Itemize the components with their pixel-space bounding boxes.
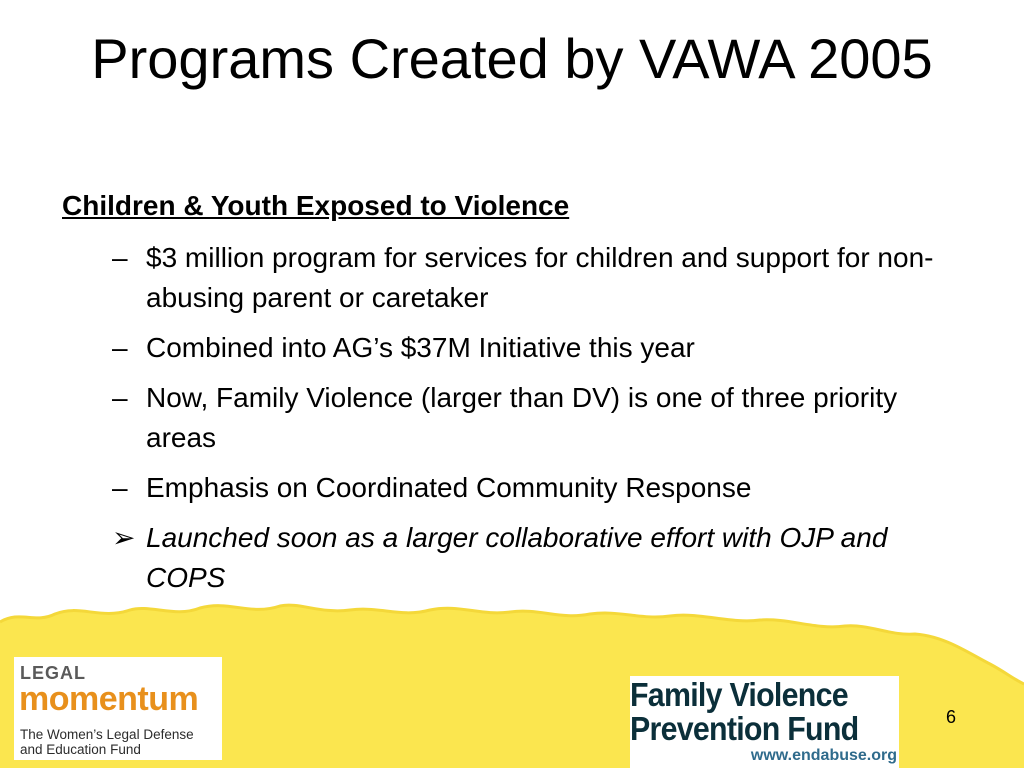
bullet-item xyxy=(112,468,972,508)
logo-fvpf-url: www.endabuse.org xyxy=(750,747,897,764)
logo-fvpf-line1: Family Violence xyxy=(630,676,848,713)
bullet-text: Launched soon as a larger collaborative effort with OJP and COPS xyxy=(146,522,888,593)
bullet-text: Now, Family Violence (larger than DV) is one of three priority areas xyxy=(146,382,898,453)
arrow-bullet-icon: ➢ xyxy=(112,522,136,553)
logo-momentum-text: momentum xyxy=(19,680,199,718)
logo-tagline-line1: The Women’s Legal Defense xyxy=(20,727,194,742)
slide-title: Programs Created by VAWA 2005 xyxy=(91,27,933,90)
bullet-item xyxy=(112,378,972,458)
family-violence-prevention-fund-logo xyxy=(630,676,899,768)
bullet-item xyxy=(112,238,972,318)
logo-legal-text: LEGAL xyxy=(20,663,86,683)
logo-fvpf-line2: Prevention Fund xyxy=(630,710,859,747)
bullet-text: $3 million program for services for children and support for non-abusing parent or caretaker xyxy=(146,242,934,313)
bullet-text: Emphasis on Coordinated Community Response xyxy=(146,472,752,503)
logo-tagline-line2: and Education Fund xyxy=(20,742,141,757)
dash-marker: – xyxy=(112,382,128,413)
dash-marker: – xyxy=(112,472,128,503)
bullet-list xyxy=(112,238,972,608)
legal-momentum-logo xyxy=(14,657,222,760)
dash-marker: – xyxy=(112,242,128,273)
section-heading: Children & Youth Exposed to Violence xyxy=(62,190,570,221)
bullet-item xyxy=(112,328,972,368)
bullet-text: Combined into AG’s $37M Initiative this year xyxy=(146,332,695,363)
dash-marker: – xyxy=(112,332,128,363)
page-number: 6 xyxy=(946,707,957,727)
